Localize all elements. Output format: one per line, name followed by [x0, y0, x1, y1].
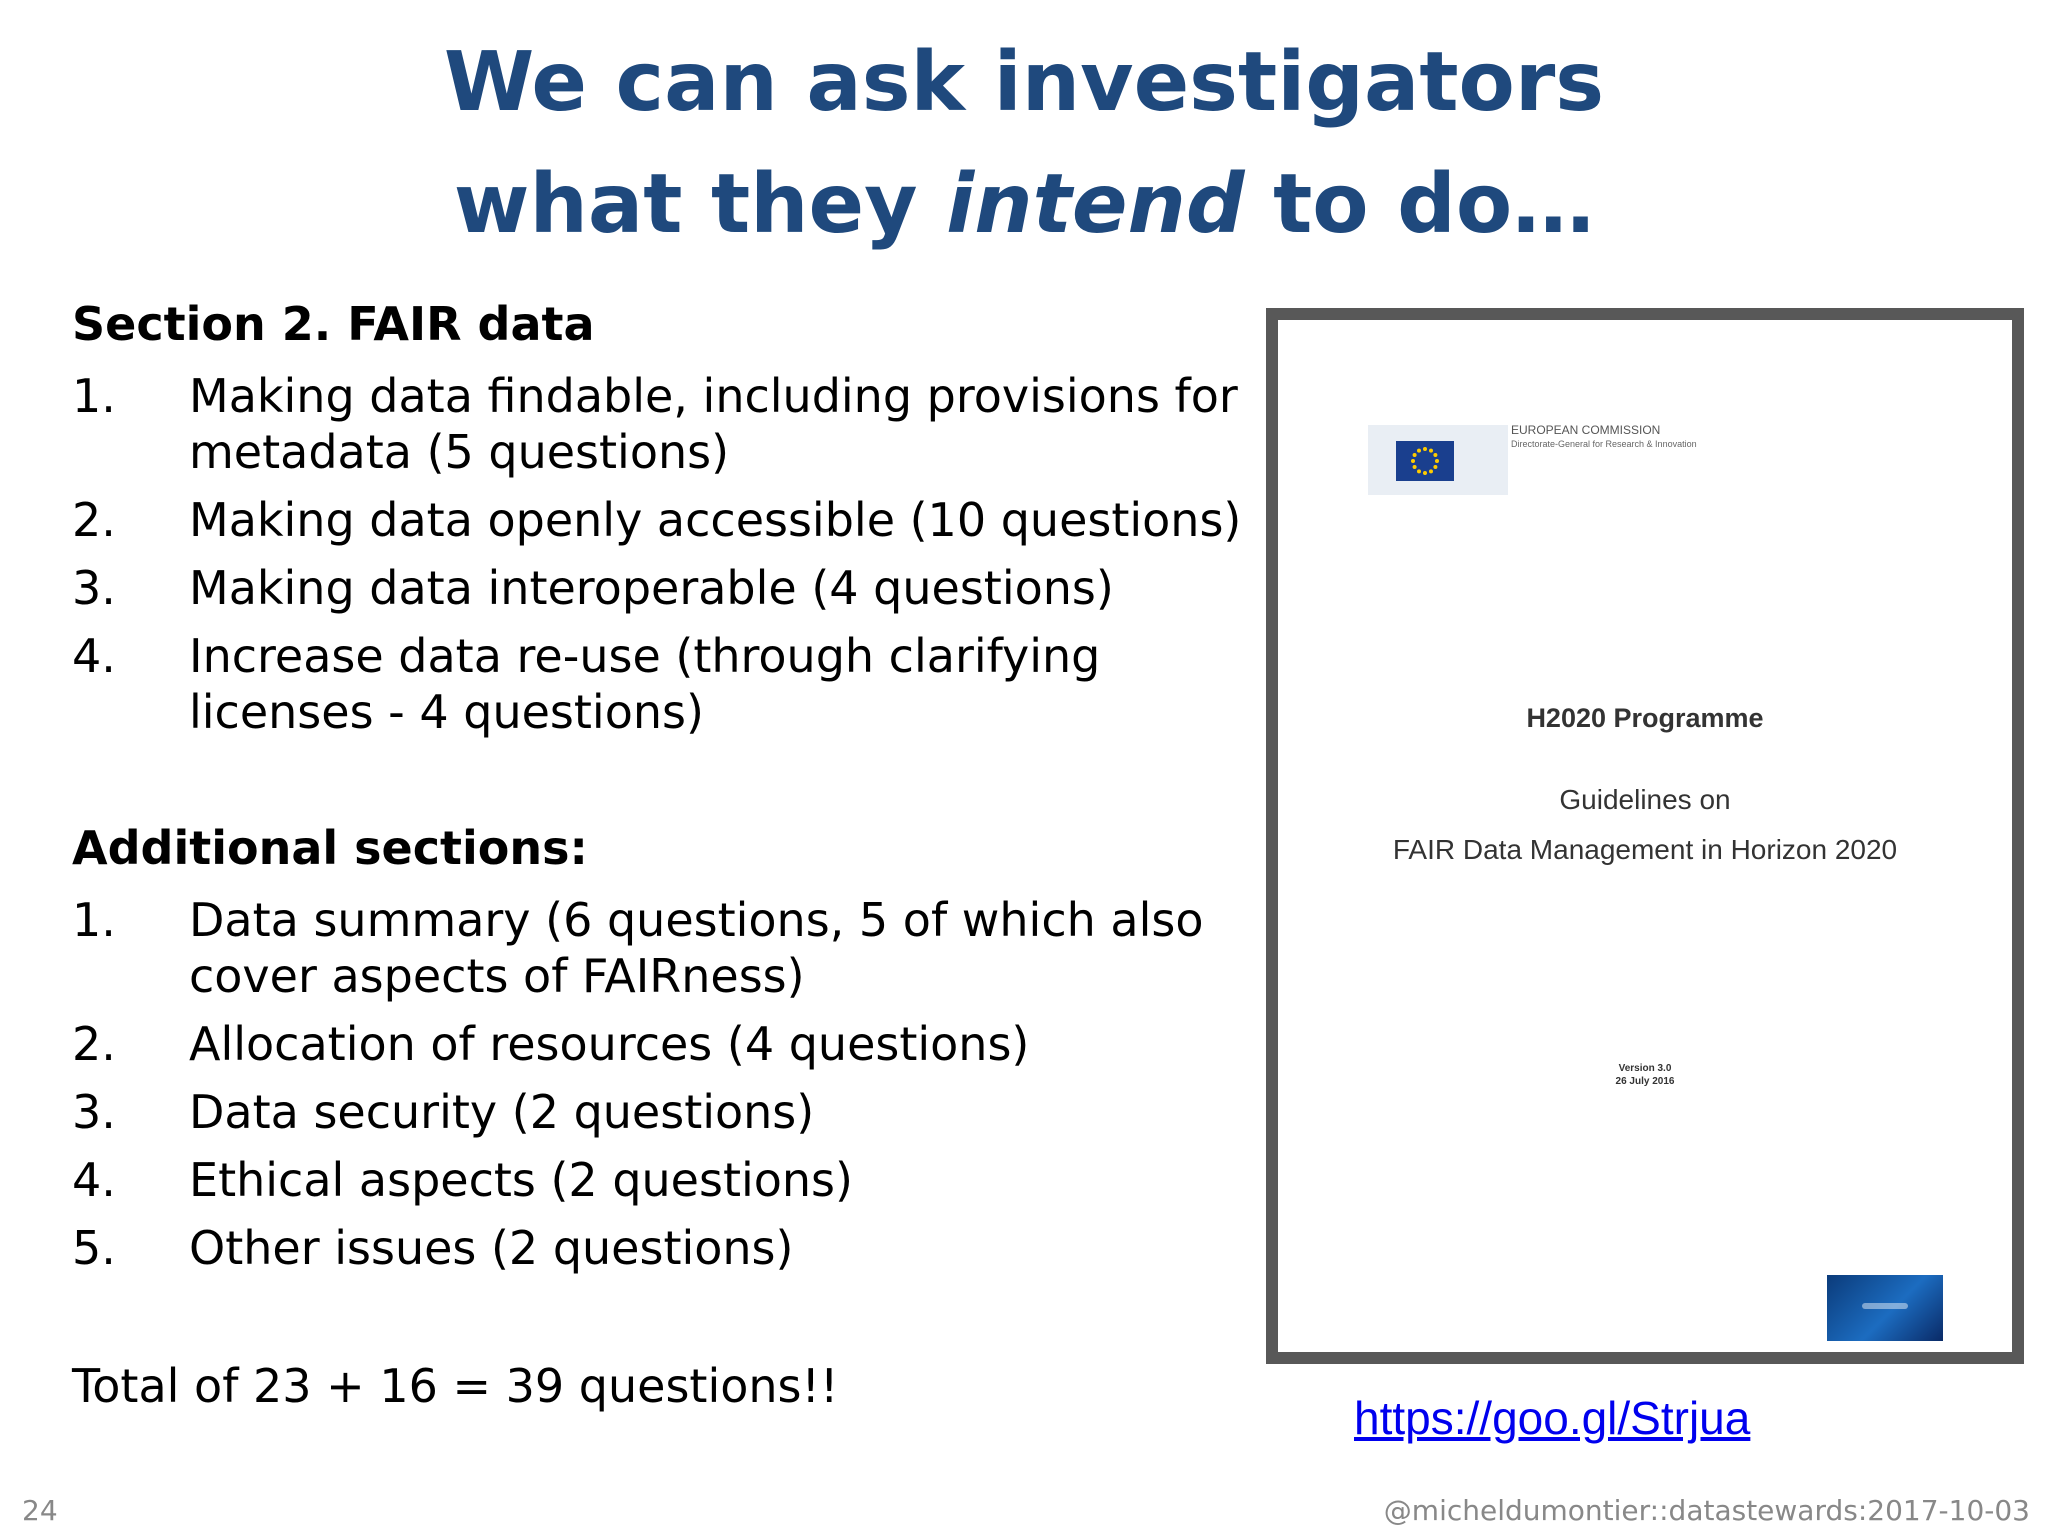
item-text: Allocation of resources (4 questions)	[189, 1017, 1030, 1071]
document-cover-image	[1266, 308, 2024, 1364]
european-commission-logo	[1368, 425, 1508, 495]
title-line-2-start: what they	[453, 157, 947, 252]
item-text: Making data openly accessible (10 questions)	[189, 493, 1242, 547]
list-item	[72, 368, 1252, 480]
item-number: 3.	[72, 561, 116, 615]
list-item	[72, 492, 1252, 548]
list-item	[72, 560, 1252, 616]
item-number: 5.	[72, 1221, 116, 1275]
list-item	[72, 1220, 1252, 1276]
slide-title	[0, 22, 2048, 266]
item-text: Ethical aspects (2 questions)	[189, 1153, 853, 1207]
document-title-line-1: Guidelines on	[1559, 784, 1731, 815]
section-2-heading: Section 2. FAIR data	[72, 297, 595, 351]
item-number: 4.	[72, 1153, 116, 1207]
document-version	[1278, 1062, 2012, 1088]
directorate-name: Directorate-General for Research & Innovation	[1511, 439, 1697, 449]
section-2-list	[72, 368, 1252, 740]
item-number: 2.	[72, 493, 116, 547]
additional-sections-heading: Additional sections:	[72, 821, 588, 875]
page-number: 24	[22, 1494, 58, 1527]
item-text: Data security (2 questions)	[189, 1085, 815, 1139]
logo-glare	[1862, 1303, 1908, 1309]
footer-credit: @micheldumontier::datastewards:2017-10-03	[1383, 1494, 2030, 1527]
title-line-2-end: to do…	[1244, 157, 1595, 252]
document-title	[1278, 775, 2012, 875]
list-item	[72, 628, 1252, 740]
list-item	[72, 1084, 1252, 1140]
title-emphasis: intend	[946, 157, 1245, 252]
document-title-line-2: FAIR Data Management in Horizon 2020	[1392, 834, 1898, 865]
list-item	[72, 1016, 1252, 1072]
item-number: 4.	[72, 629, 116, 683]
version-label: Version 3.0	[1618, 1063, 1672, 1074]
item-number: 1.	[72, 893, 116, 947]
horizon-2020-logo	[1827, 1275, 1943, 1341]
list-item	[72, 892, 1252, 1004]
eu-flag-icon	[1396, 441, 1454, 481]
spacer	[72, 740, 1252, 816]
item-number: 1.	[72, 369, 116, 423]
list-item	[72, 1152, 1252, 1208]
item-number: 2.	[72, 1017, 116, 1071]
total-summary: Total of 23 + 16 = 39 questions!!	[72, 1359, 839, 1413]
version-date: 26 July 2016	[1615, 1076, 1675, 1087]
title-line-1: We can ask investigators	[443, 35, 1605, 130]
item-text: Other issues (2 questions)	[189, 1221, 794, 1275]
guidelines-link[interactable]: https://goo.gl/Strjua	[1354, 1392, 1751, 1444]
content-column	[72, 292, 1252, 1416]
title-line-2	[0, 144, 2048, 266]
item-text: Data summary (6 questions, 5 of which also cover aspects of FAIRness)	[189, 893, 1204, 1003]
item-text: Increase data re-use (through clarifying licenses - 4 questions)	[189, 629, 1101, 739]
item-text: Making data findable, including provisions for metadata (5 questions)	[189, 369, 1238, 479]
commission-name: EUROPEAN COMMISSION	[1511, 423, 1661, 437]
additional-sections-list	[72, 892, 1252, 1276]
document-programme: H2020 Programme	[1526, 703, 1764, 733]
item-number: 3.	[72, 1085, 116, 1139]
item-text: Making data interoperable (4 questions)	[189, 561, 1114, 615]
commission-header	[1511, 423, 1697, 451]
